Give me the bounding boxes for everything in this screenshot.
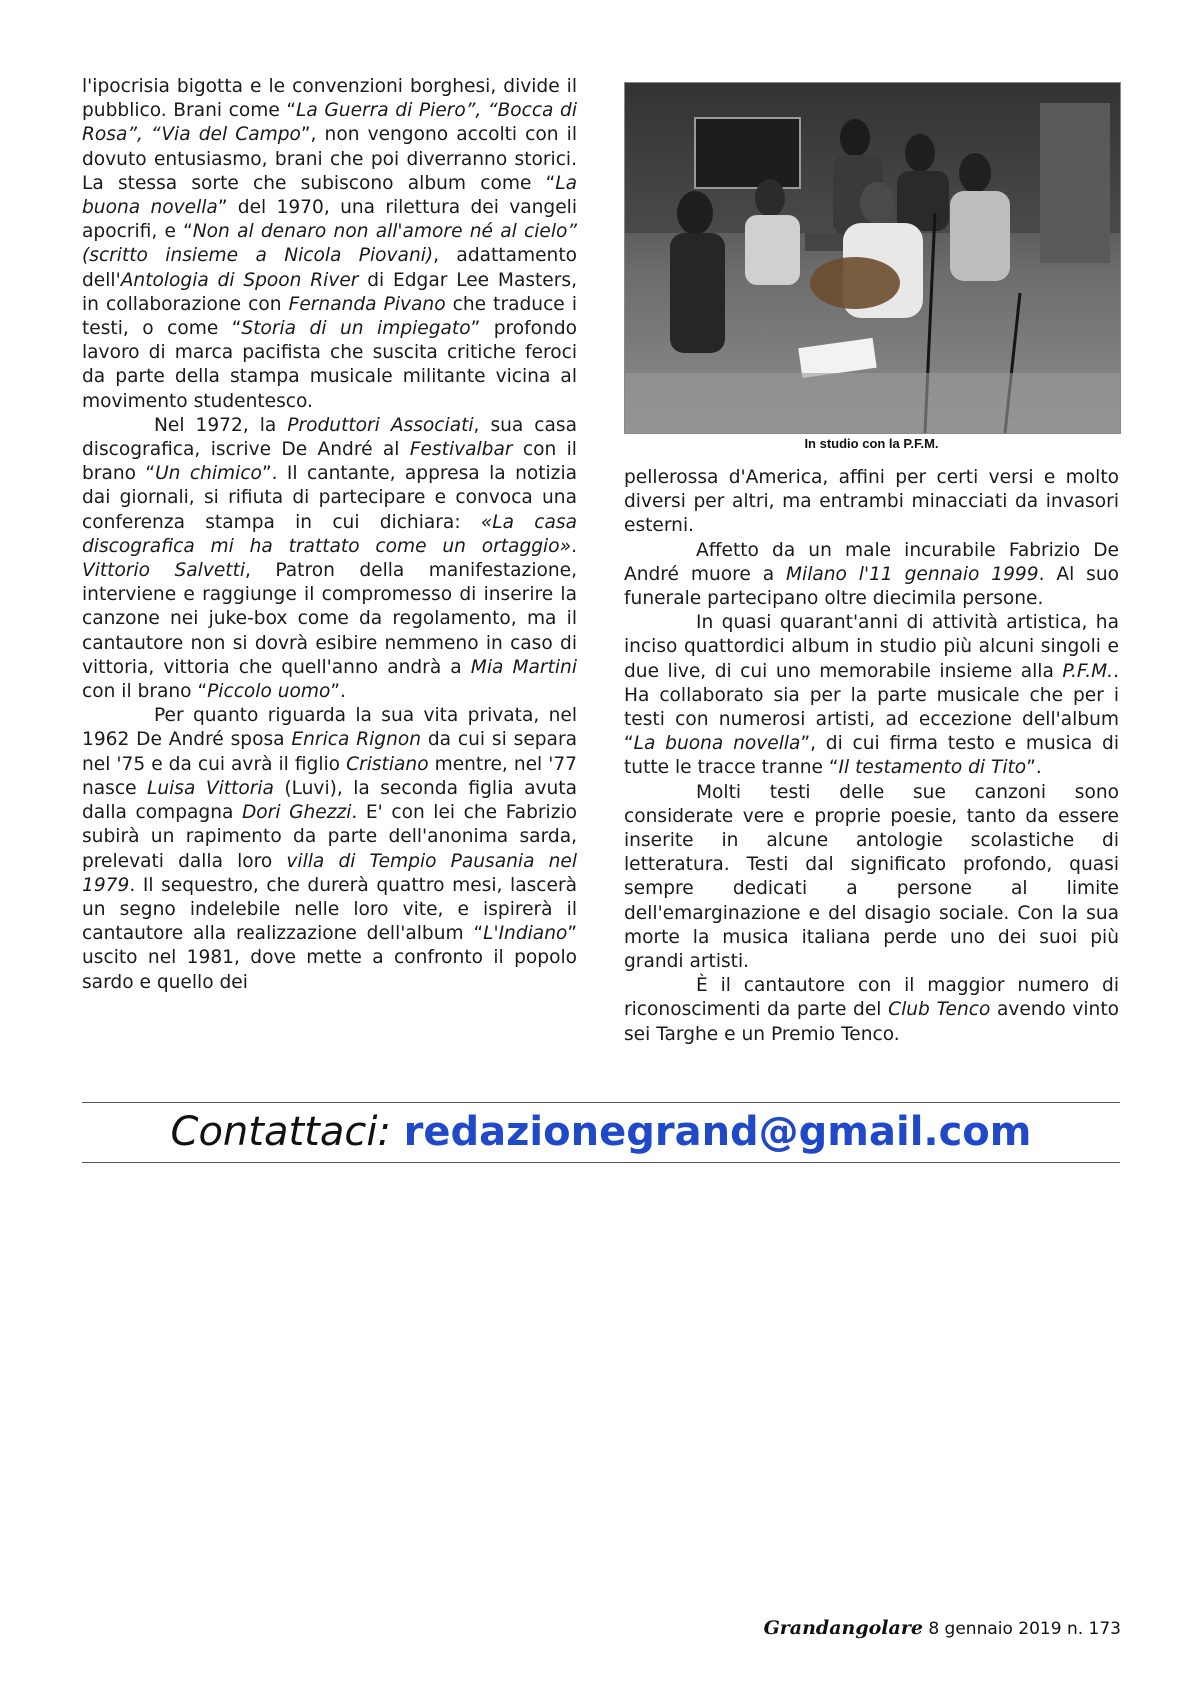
studio-photo-image	[625, 83, 1120, 433]
paragraph	[624, 781, 1119, 975]
text: .	[571, 535, 577, 557]
italic-text: «La casa discografica mi ha trattato come un ortaggio»	[82, 511, 577, 557]
italic-text: Luisa Vittoria	[147, 777, 274, 799]
italic-text: La buona novella	[633, 733, 801, 755]
italic-text: Cristiano	[346, 753, 429, 775]
text: (Luvi), la seconda figlia avuta dalla compagna	[82, 777, 577, 824]
italic-text: Il testamento di Tito	[838, 757, 1027, 779]
text: Affetto da un male incurabile Fabrizio De André muore a	[624, 539, 1119, 585]
divider	[82, 1162, 1120, 1163]
text: da cui si separa nel '75 e da cui avrà il figlio	[82, 729, 577, 775]
italic-text: Mia Martini	[470, 656, 577, 678]
text: ”. Il cantante, appresa la notizia dai giornali, si rifiuta di partecipare e convoca una conferenza stampa in cui dichiara:	[82, 463, 578, 533]
paragraph	[82, 414, 577, 704]
paragraph	[624, 466, 1119, 539]
italic-text: L'Indiano	[483, 923, 568, 945]
italic-text: La Guerra di Piero”, “Bocca di Rosa”, “Via del Campo	[82, 100, 578, 146]
paragraph	[82, 75, 577, 414]
italic-text: Storia di un impiegato	[241, 318, 471, 340]
italic-text: Fernanda Pivano	[288, 293, 446, 315]
text: l'ipocrisia bigotta e le convenzioni borghesi, divide il pubblico. Brani come “	[82, 76, 577, 122]
text: Per quanto riguarda la sua vita privata, nel 1962 De André sposa	[82, 705, 577, 751]
italic-text: P.F.M.	[1062, 660, 1114, 682]
studio-photo	[624, 82, 1121, 434]
text: Molti testi delle sue canzoni sono considerate vere e proprie poesie, tanto da essere inserite in alcune antologie scolastiche di letteratura. Testi dal significato profondo, quasi sempre dedicati a persone al limite dell'emarginazione e del disagio sociale. Con la sua morte la musica italiana perde uno dei suoi più grandi artisti.	[624, 781, 1119, 973]
text: In quasi quarant'anni di attività artistica, ha inciso quattordici album in studio più alcuni singoli e due live, di cui uno memorabile insieme alla	[624, 612, 1119, 682]
text: ”.	[1026, 757, 1042, 779]
text: ” uscito nel 1981, dove mette a confronto il popolo sardo e quello dei	[82, 923, 577, 993]
italic-text: Club Tenco	[888, 999, 991, 1021]
paragraph	[624, 539, 1119, 612]
text: che traduce i testi, o come “	[82, 293, 577, 340]
italic-text: Non al denaro non all'amore né al cielo” (scritto insieme a Nicola Piovani)	[82, 221, 577, 267]
text: di Edgar Lee Masters, in collaborazione con	[82, 269, 577, 315]
text: ”, non vengono accolti con il dovuto entusiasmo, brani che poi diverranno storici. La stessa sorte che subiscono album come “	[82, 124, 577, 194]
text: È il cantautore con il maggior numero di riconoscimenti da parte del	[624, 975, 1119, 1021]
text: , adattamento dell'	[82, 245, 577, 291]
publication-name: Grandangolare	[763, 1617, 923, 1639]
italic-text: Antologia di Spoon River	[120, 269, 359, 291]
text: pellerossa d'America, affini per certi versi e molto diversi per altri, ma entrambi minacciati da invasori esterni.	[624, 467, 1119, 537]
text: ”.	[330, 681, 346, 703]
text: ” profondo lavoro di marca pacifista che suscita critiche feroci da parte della stampa musicale militante vicina al movimento studentesco.	[82, 318, 578, 412]
italic-text: Piccolo uomo	[207, 681, 331, 703]
text: ” del 1970, una rilettura dei vangeli apocrifi, e “	[82, 197, 577, 243]
contact-label: Contattaci:	[170, 1109, 391, 1155]
paragraph	[624, 974, 1119, 1047]
italic-text: La buona novella	[82, 172, 577, 219]
italic-text: Enrica Rignon	[291, 729, 422, 751]
text: . Il sequestro, che durerà quattro mesi, lascerà un segno indelebile nelle loro vite, e ispirerà il cantautore alla realizzazione dell'album “	[82, 874, 577, 945]
text: , sua casa discografica, iscrive De André al	[82, 414, 577, 461]
text: , Patron della manifestazione, interviene e raggiunge il compromesso di inserire la canzone nei juke-box come da regolamento, ma il cantautore non si dovrà esibire nemmeno in caso di vittoria, vittoria che quell'anno andrà a	[82, 560, 577, 678]
text: avendo vinto sei Targhe e un Premio Tenco.	[624, 999, 1120, 1045]
article-column-left	[82, 75, 577, 995]
text: ”, di cui firma testo e musica di tutte le tracce tranne “	[624, 733, 1119, 779]
paragraph	[624, 611, 1119, 780]
text: mentre, nel '77 nasce	[82, 753, 577, 799]
italic-text: Vittorio Salvetti	[82, 560, 246, 582]
italic-text: Dori Ghezzi	[241, 802, 352, 824]
text: . Al suo funerale partecipano oltre diecimila persone.	[624, 563, 1119, 610]
contact-email-link[interactable]: redazionegrand@gmail.com	[403, 1109, 1032, 1155]
article-column-right	[624, 466, 1119, 1047]
text: con il brano “	[82, 681, 208, 703]
issue-date: 8 gennaio 2019 n. 173	[928, 1619, 1121, 1639]
text: con il brano “	[82, 439, 577, 485]
contact-banner	[82, 1104, 1120, 1160]
italic-text: villa di Tempio Pausania nel 1979	[82, 850, 577, 896]
page-footer	[764, 1617, 1121, 1639]
paragraph	[82, 704, 577, 994]
italic-text: Produttori Associati	[287, 414, 474, 436]
italic-text: Festivalbar	[409, 439, 513, 461]
text: . Ha collaborato sia per la parte musicale che per i testi con numerosi artisti, ad eccezione dell'album “	[624, 660, 1119, 755]
italic-text: Un chimico	[155, 463, 262, 485]
text: . E' con lei che Fabrizio subirà un rapimento da parte dell'anonima sarda, prelevati dalla loro	[82, 802, 577, 872]
divider	[82, 1102, 1120, 1103]
photo-caption: In studio con la P.F.M.	[804, 436, 939, 451]
text: Nel 1972, la	[154, 414, 288, 436]
italic-text: Milano l'11 gennaio 1999	[785, 563, 1039, 585]
